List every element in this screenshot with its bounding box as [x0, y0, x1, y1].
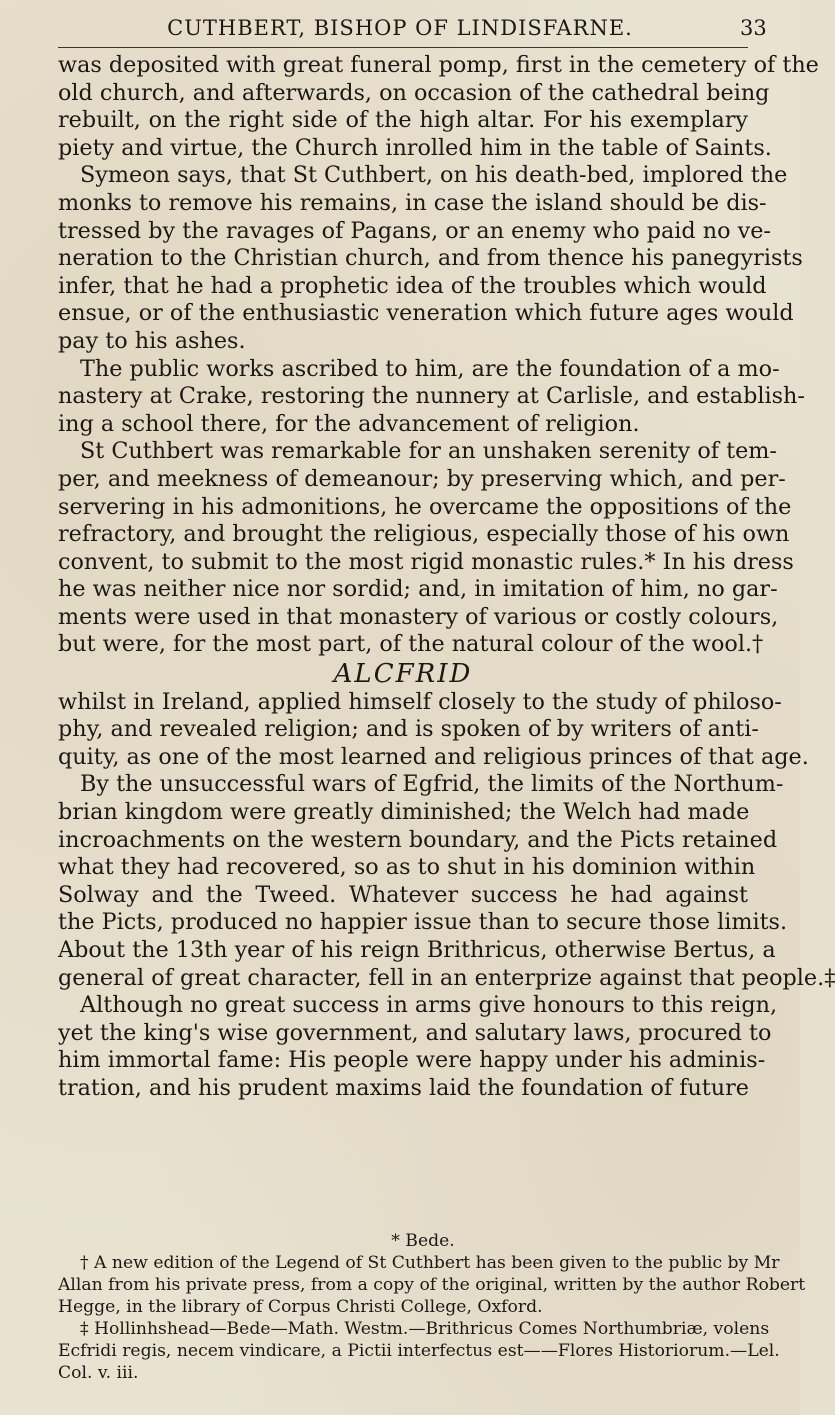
text-line: ensue, or of the enthusiastic veneration which future ages would [58, 300, 794, 327]
text-line: ing a school there, for the advancement of religion. [58, 410, 640, 437]
text-line: By the unsuccessful wars of Egfrid, the limits of the Northum- [80, 771, 784, 798]
text-line: was deposited with great funeral pomp, first in the cemetery of the [58, 52, 819, 78]
text-line: pay to his ashes. [58, 327, 246, 354]
text-line: what they had recovered, so as to shut in his dominion within [58, 854, 756, 881]
text-line: the Picts, produced no happier issue than to secure those limits. [58, 909, 788, 936]
text-line: servering in his admonitions, he overcame the oppositions of the [58, 493, 792, 520]
text-line: incroachments on the western boundary, and the Picts retained [58, 826, 778, 853]
section-heading: ALCFRID [333, 659, 473, 690]
text-line: rebuilt, on the right side of the high altar. For his exemplary [58, 107, 748, 134]
body-text [58, 52, 835, 1103]
text-line: but were, for the most part, of the natural colour of the wool.† [58, 631, 764, 658]
page-number: 33 [740, 16, 767, 40]
footnote-line: * Bede. [391, 1231, 455, 1251]
text-line: Although no great success in arms give honours to this reign, [80, 992, 778, 1019]
footnote-line: Allan from his private press, from a copy of the original, written by the author Robert [58, 1275, 806, 1295]
running-head: CUTHBERT, BISHOP OF LINDISFARNE. [167, 16, 633, 40]
text-line: neration to the Christian church, and from thence his panegyrists [58, 245, 803, 272]
footnotes [58, 1230, 806, 1384]
footnote-line: Hegge, in the library of Corpus Christi College, Oxford. [58, 1297, 543, 1317]
text-line: refractory, and brought the religious, especially those of his own [58, 521, 790, 548]
text-line: tration, and his prudent maxims laid the foundation of future [58, 1074, 749, 1101]
text-line: convent, to submit to the most rigid monastic rules.* In his dress [58, 548, 794, 575]
text-line: him immortal fame: His people were happy under his adminis- [58, 1047, 766, 1074]
text-line: The public works ascribed to him, are the foundation of a mo- [80, 355, 780, 382]
text-line: Solway and the Tweed. Whatever success he had against [58, 881, 748, 908]
header-rule [58, 47, 748, 48]
text-line: Symeon says, that St Cuthbert, on his death-bed, implored the [80, 162, 788, 189]
text-line: quity, as one of the most learned and religious princes of that age. [58, 743, 809, 770]
footnote-line: † A new edition of the Legend of St Cuthbert has been given to the public by Mr [80, 1253, 780, 1273]
text-line: old church, and afterwards, on occasion of the cathedral being [58, 79, 770, 106]
text-line: About the 13th year of his reign Brithricus, otherwise Bertus, a [58, 937, 776, 963]
footnote-line: ‡ Hollinhshead—Bede—Math. Westm.—Brithricus Comes Northumbriæ, volens [80, 1319, 770, 1339]
footnote-line: Col. v. iii. [58, 1363, 139, 1383]
text-line: brian kingdom were greatly diminished; the Welch had made [58, 799, 750, 826]
text-line: tressed by the ravages of Pagans, or an enemy who paid no ve- [58, 217, 771, 244]
text-line: yet the king's wise government, and salutary laws, procured to [58, 1019, 772, 1046]
text-line: nastery at Crake, restoring the nunnery at Carlisle, and establish- [58, 383, 805, 410]
text-line: he was neither nice nor sordid; and, in imitation of him, no gar- [58, 576, 778, 603]
text-line: whilst in Ireland, applied himself closely to the study of philoso- [58, 688, 782, 715]
text-line: ments were used in that monastery of various or costly colours, [58, 603, 779, 630]
text-line: phy, and revealed religion; and is spoken of by writers of anti- [58, 716, 759, 743]
text-line: piety and virtue, the Church inrolled him in the table of Saints. [58, 134, 772, 161]
text-line: infer, that he had a prophetic idea of the troubles which would [58, 272, 767, 299]
text-line: St Cuthbert was remarkable for an unshaken serenity of tem- [80, 438, 777, 465]
text-line: monks to remove his remains, in case the island should be dis- [58, 189, 767, 216]
text-line: general of great character, fell in an enterprize against that people.‡ [58, 964, 835, 991]
text-line: per, and meekness of demeanour; by preserving which, and per- [58, 465, 786, 492]
footnote-line: Ecfridi regis, necem vindicare, a Pictii interfectus est——Flores Historiorum.—Lel. [58, 1341, 780, 1361]
